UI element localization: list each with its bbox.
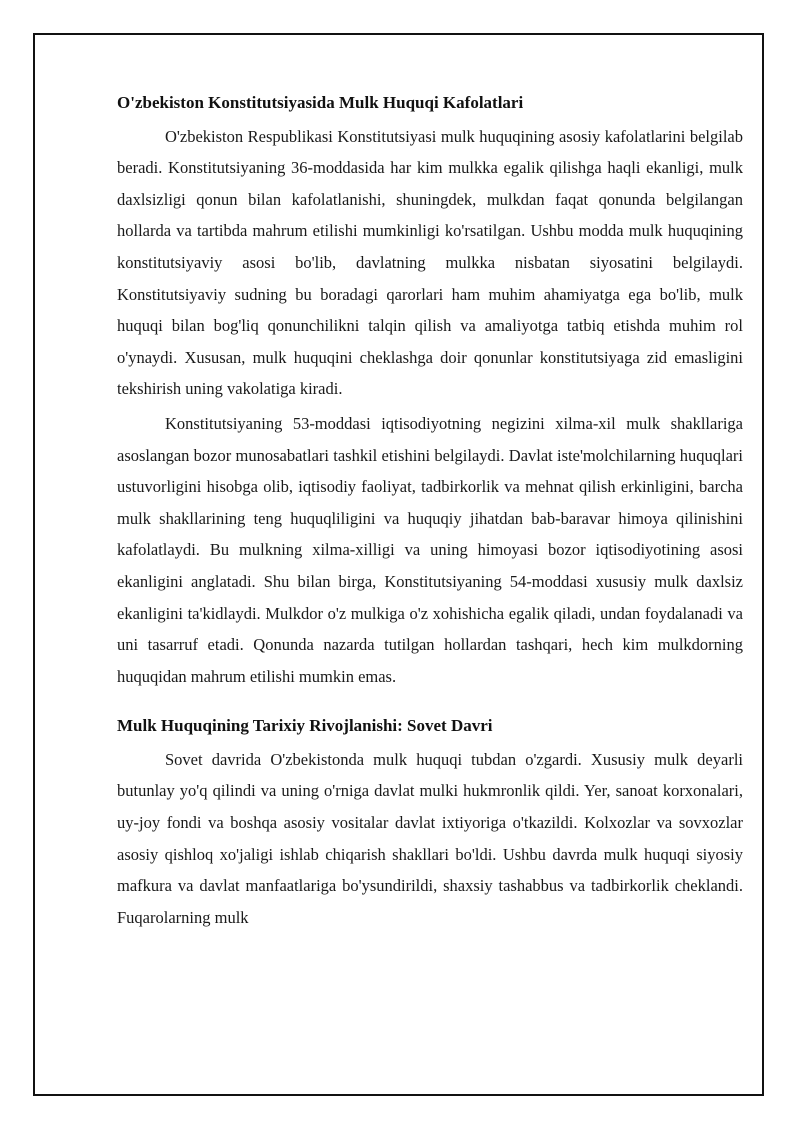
section-heading-soviet-period: Mulk Huquqining Tarixiy Rivojlanishi: Sovet Davri <box>117 716 493 736</box>
paragraph-article-53-54: Konstitutsiyaning 53-moddasi iqtisodiyotning negizini xilma-xil mulk shakllariga asoslangan bozor munosabatlari tashkil etishini belgilaydi. Davlat iste'molchilarning huquqlari ustuvorligini hisobga olib, iqtisodiy faoliyat, tadbirkorlik va mehnat qilish erkinligini, barcha mulk shakllarining teng huquqliligini va huquqiy jihatdan bab-baravar himoya qilinishini kafolatlaydi. Bu mulkning xilma-xilligi va uning himoyasi bozor iqtisodiyotining asosi ekanligini anglatadi. Shu bilan birga, Konstitutsiyaning 54-moddasi xususiy mulk daxlsiz ekanligini ta'kidlaydi. Mulkdor o'z mulkiga o'z xohishicha egalik qiladi, undan foydalanadi va uni tasarruf etadi. Qonunda nazarda tutilgan hollardan tashqari, hech kim mulkdorning huquqidan mahrum etilishi mumkin emas. <box>117 413 743 686</box>
paragraph-soviet-period: Sovet davrida O'zbekistonda mulk huquqi tubdan o'zgardi. Xususiy mulk deyarli butunlay yo'q qilindi va uning o'rniga davlat mulki hukmronlik qildi. Yer, sanoat korxonalari, uy-joy fondi va boshqa asosiy vositalar davlat ixtiyoriga o'tkazildi. Kolxozlar va sovxozlar asosiy qishloq xo'jaligi ishlab chiqarish shakllari bo'ldi. Ushbu davrda mulk huquqi siyosiy mafkura va davlat manfaatlariga bo'ysundirildi, shaxsiy tashabbus va tadbirkorlik cheklandi. Fuqarolarning mulk <box>117 749 743 927</box>
section-heading-constitution: O'zbekiston Konstitutsiyasida Mulk Huquqi Kafolatlari <box>117 93 524 112</box>
page-frame <box>33 33 764 1096</box>
document-body <box>117 75 743 933</box>
paragraph-article-36: O'zbekiston Respublikasi Konstitutsiyasi mulk huquqining asosiy kafolatlarini belgilab beradi. Konstitutsiyaning 36-moddasida har kim mulkka egalik qilishga haqli ekanligi, mulk daxlsizligi qonun bilan kafolatlanishi, shuningdek, mulkdan faqat qonunda belgilangan hollarda va tartibda mahrum etilishi mumkinligi ko'rsatilgan. Ushbu modda mulk huquqining konstitutsiyaviy asosi bo'lib, davlatning mulkka nisbatan siyosatini belgilaydi. Konstitutsiyaviy sudning bu boradagi qarorlari ham muhim ahamiyatga ega bo'lib, mulk huquqi bilan bog'liq qonunchilikni talqin qilish va amaliyotga tatbiq etishda muhim rol o'ynaydi. Xususan, mulk huquqini cheklashga doir qonunlar konstitutsiyaga zid emasligini tekshirish uning vakolatiga kiradi. <box>117 126 743 399</box>
